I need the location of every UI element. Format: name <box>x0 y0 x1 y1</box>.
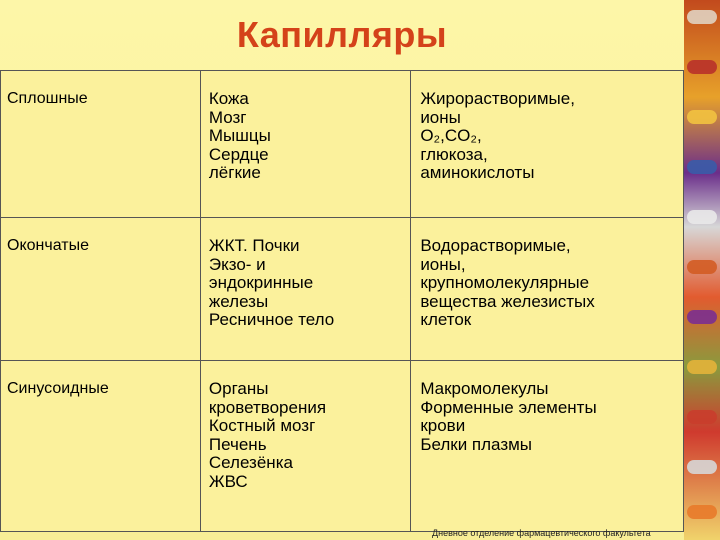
capillary-type: Сплошные <box>7 90 88 107</box>
capillary-type-cell <box>1 218 201 361</box>
organ-item: Кожа <box>208 89 249 108</box>
organ-item: ЖВС <box>208 471 248 491</box>
substance-item: ионы, <box>420 254 466 274</box>
substance-item: крови <box>420 416 466 435</box>
substances-cell <box>411 71 684 218</box>
organ-item: Мозг <box>208 107 247 127</box>
substance-item: аминокислоты <box>420 163 535 182</box>
table-row <box>1 71 684 218</box>
capillaries-table <box>0 70 684 532</box>
capillary-type: Окончатые <box>7 237 89 254</box>
pills-image <box>684 0 720 540</box>
table-row <box>1 361 684 532</box>
organs-cell <box>200 71 410 218</box>
substance-item: вещества железистых <box>420 291 595 311</box>
substance-item: глюкоза, <box>420 144 488 164</box>
substance-item: Макромолекулы <box>420 379 549 398</box>
organ-item: лёгкие <box>208 163 261 182</box>
substance-item: Белки плазмы <box>420 434 533 454</box>
organ-item: Ресничное тело <box>208 310 335 329</box>
substance-item: ионы <box>420 107 461 127</box>
substance-item: O₂,CO₂, <box>420 126 482 145</box>
substance-item: крупномолекулярные <box>420 273 590 292</box>
substance-item: Водорастворимые, <box>420 236 571 255</box>
organ-item: эндокринные <box>208 273 314 292</box>
organs-cell <box>200 361 410 532</box>
slide-title: Капилляры <box>236 14 448 55</box>
organ-item: Печень <box>208 434 267 454</box>
organ-item: Селезёнка <box>208 453 293 472</box>
organs-cell <box>200 218 410 361</box>
organ-item: железы <box>208 291 269 311</box>
substances-cell <box>411 361 684 532</box>
organ-item: Сердце <box>208 144 269 164</box>
footer-caption: Дневное отделение фармацевтического факультета <box>432 528 651 538</box>
substance-item: клеток <box>420 310 472 329</box>
substances-cell <box>411 218 684 361</box>
organ-item: Костный мозг <box>208 416 316 435</box>
organ-item: Органы <box>208 379 269 398</box>
organ-item: кроветворения <box>208 397 327 417</box>
capillary-type-cell <box>1 361 201 532</box>
capillary-type-cell <box>1 71 201 218</box>
table-row <box>1 218 684 361</box>
organ-item: ЖКТ. Почки <box>208 236 300 255</box>
substance-item: Жирорастворимые, <box>420 89 575 108</box>
organ-item: Экзо- и <box>208 254 266 274</box>
capillary-type: Синусоидные <box>7 380 109 397</box>
substance-item: Форменные элементы <box>420 397 597 417</box>
organ-item: Мышцы <box>208 126 271 145</box>
